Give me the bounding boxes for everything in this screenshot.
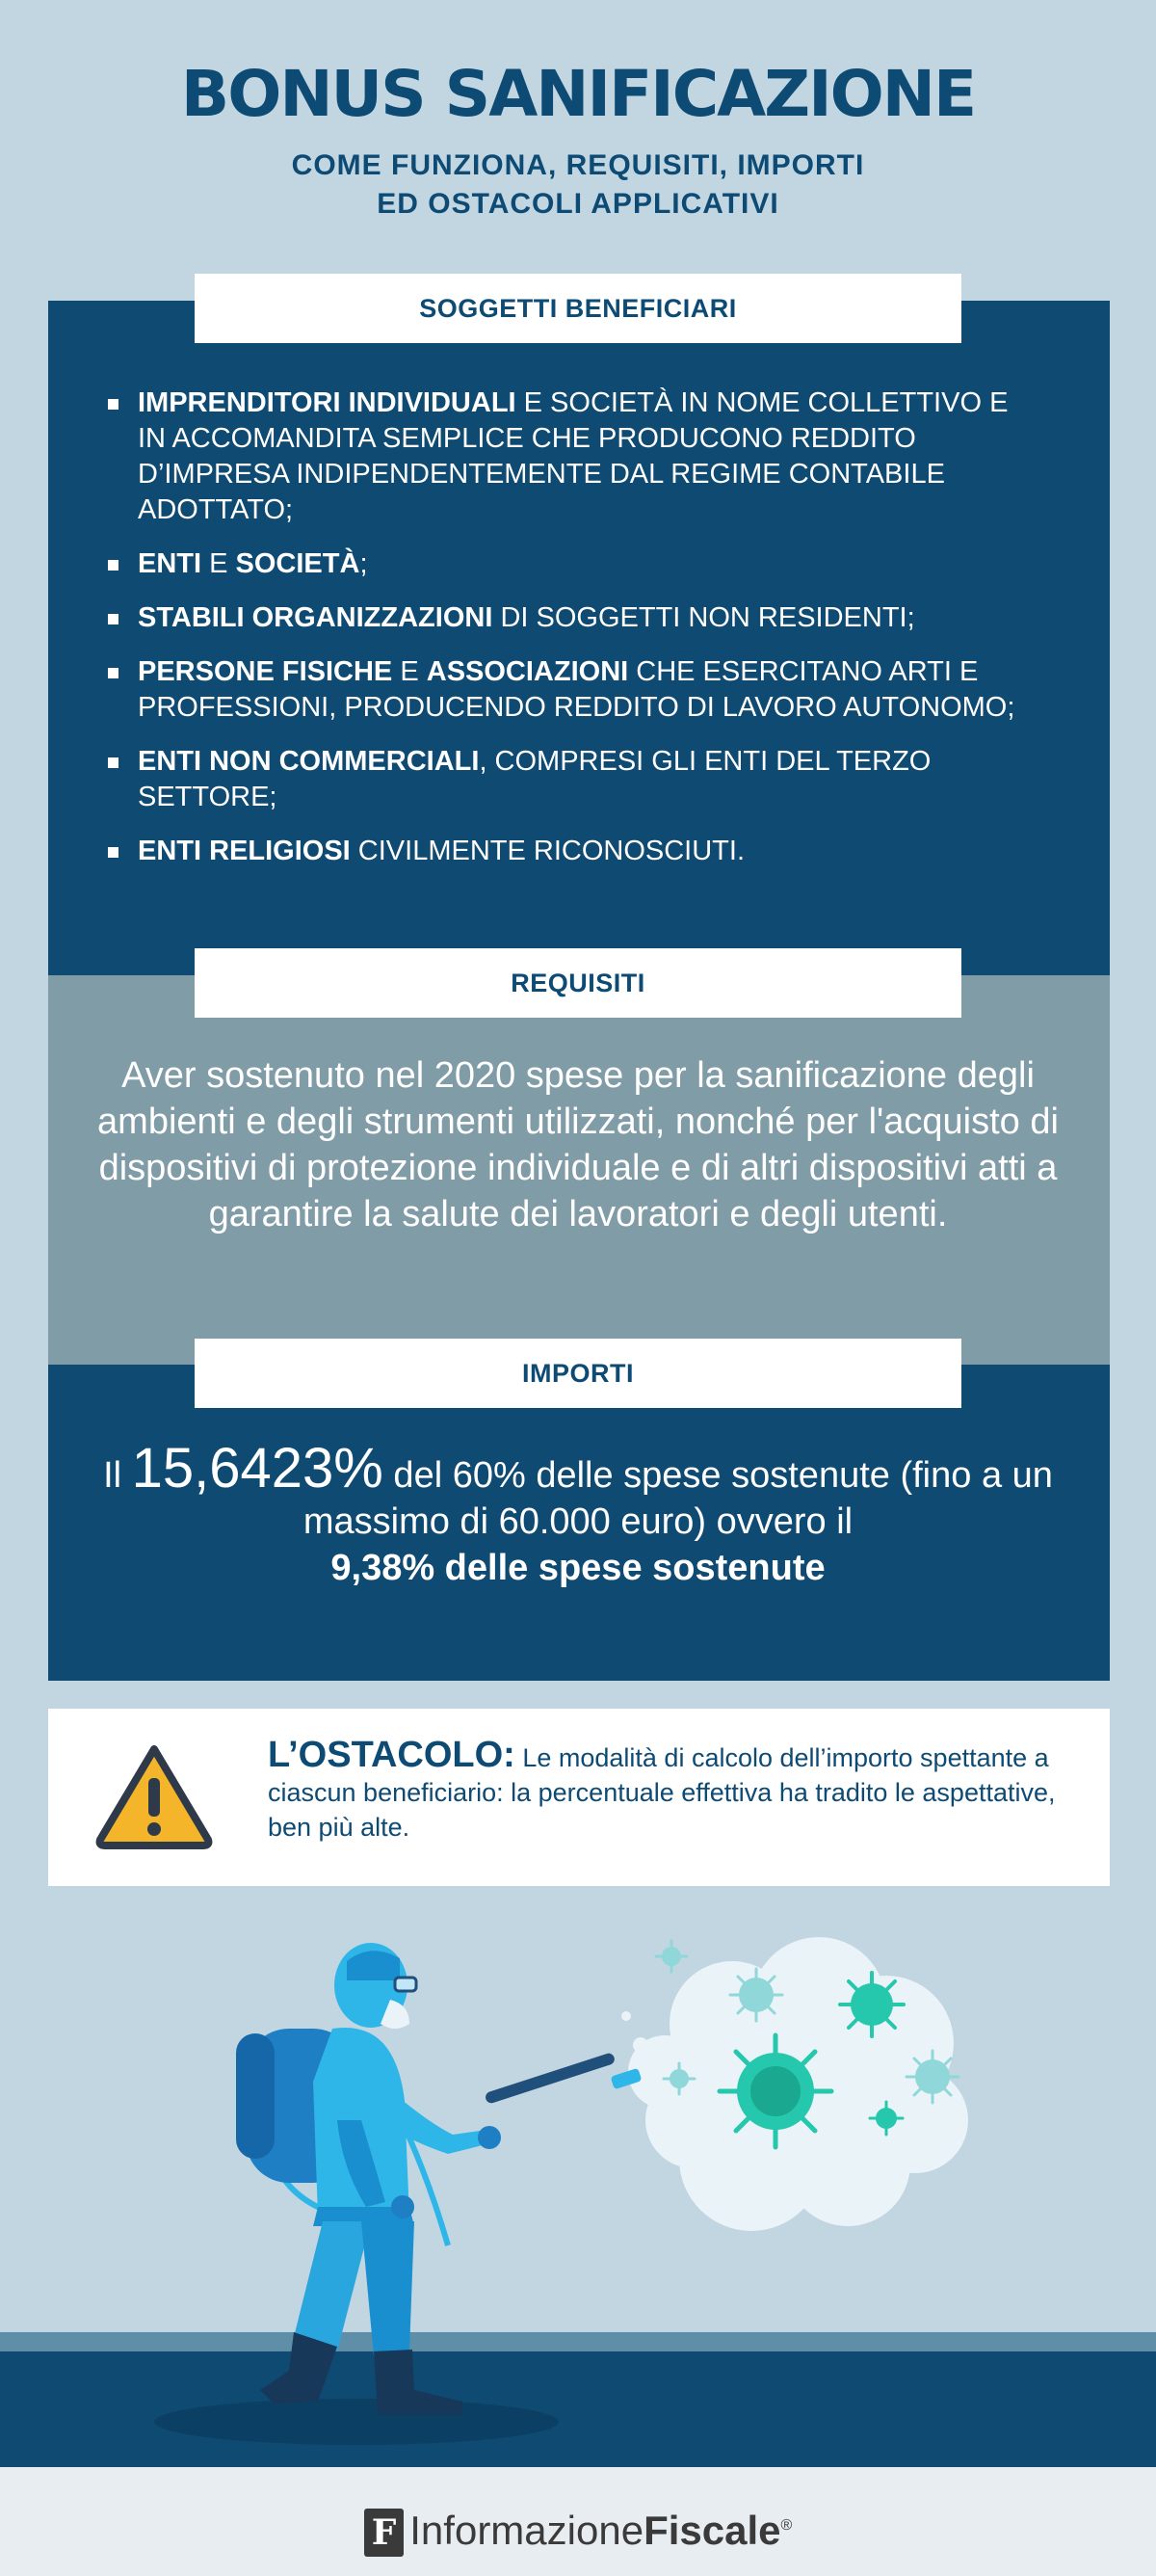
- item-text: DI SOGGETTI NON RESIDENTI;: [492, 602, 915, 633]
- item-bold: SOCIETÀ: [235, 548, 360, 579]
- item-text: CHE ESERCITANO ARTI E PROFESSIONI, PRODUCENDO REDDITO DI LAVORO AUTONOMO;: [138, 656, 1015, 723]
- sanitizer-worker-illustration: [0, 1927, 1156, 2486]
- section-label-importi: IMPORTI: [195, 1339, 961, 1408]
- list-item: [106, 546, 1031, 582]
- virus-icon: [730, 1969, 782, 2021]
- subtitle-line-1: COME FUNZIONA, REQUISITI, IMPORTI: [291, 149, 865, 181]
- item-bold: ENTI: [138, 548, 202, 579]
- brand-name-part1: Informazione: [409, 2508, 644, 2553]
- footer: [0, 2467, 1156, 2576]
- importi-middle: del 60% delle spese sostenute (fino a un massimo di 60.000 euro) ovvero il: [302, 1455, 1053, 1542]
- subtitle-line-2: ED OSTACOLI APPLICATIVI: [377, 188, 779, 220]
- item-bold: STABILI ORGANIZZAZIONI: [138, 602, 493, 633]
- ostacolo-lead: L’OSTACOLO:: [268, 1735, 515, 1775]
- virus-icon: [656, 1941, 687, 1972]
- section-label-requisiti: REQUISITI: [195, 948, 961, 1018]
- virus-icon: [720, 2035, 831, 2147]
- item-text: E SOCIETÀ IN NOME COLLETTIVO E IN ACCOMANDITA SEMPLICE CHE PRODUCONO REDDITO D’IMPRESA INDIPENDENTEMENTE DAL REGIME CONTABILE ADOTTATO;: [138, 387, 1009, 525]
- importi-text: [87, 1437, 1069, 1591]
- warning-icon: [94, 1743, 214, 1851]
- ostacolo-box: [48, 1709, 1110, 1886]
- list-item: [106, 834, 1031, 869]
- item-text: E: [201, 548, 236, 579]
- section-label-soggetti: SOGGETTI BENEFICIARI: [195, 274, 961, 343]
- page-title: BONUS SANIFICAZIONE: [180, 57, 976, 131]
- importi-bold: 9,38% delle spese sostenute: [330, 1548, 826, 1588]
- item-text: , COMPRESI GLI ENTI DEL TERZO SETTORE;: [138, 746, 932, 812]
- brand-mark: F: [364, 2509, 405, 2557]
- list-item: [106, 654, 1031, 726]
- list-item: [106, 744, 1031, 815]
- item-text: CIVILMENTE RICONOSCIUTI.: [350, 836, 746, 866]
- item-text: E: [392, 656, 427, 687]
- importi-prefix: Il: [103, 1455, 132, 1496]
- requisiti-text: Aver sostenuto nel 2020 spese per la sanificazione degli ambienti e degli strumenti utilizzati, nonché per l'acquisto di dispositivi di protezione individuale e di altri dispositivi atti a garantire la salute dei lavoratori e degli utenti.: [97, 1055, 1059, 1235]
- virus-icon: [840, 1973, 904, 2036]
- page-subtitle: [0, 146, 1156, 224]
- item-bold: IMPRENDITORI INDIVIDUALI: [138, 387, 516, 418]
- item-bold: ENTI RELIGIOSI: [138, 836, 351, 866]
- beneficiari-list: [106, 385, 1031, 888]
- item-bold: ENTI NON COMMERCIALI: [138, 746, 480, 777]
- brand-logo: [0, 2502, 1156, 2557]
- ostacolo-text: [268, 1735, 1077, 1845]
- importi-percentage: 15,6423%: [131, 1437, 383, 1500]
- virus-icon: [906, 2051, 959, 2103]
- brand-registered: ®: [780, 2517, 793, 2534]
- list-item: [106, 600, 1031, 636]
- item-bold: PERSONE FISICHE: [138, 656, 393, 687]
- item-text: ;: [359, 548, 368, 579]
- brand-name-part2: Fiscale: [644, 2508, 781, 2553]
- item-bold: ASSOCIAZIONI: [426, 656, 629, 687]
- ostacolo-body: Le modalità di calcolo dell’importo spettante a ciascun beneficiario: la percentuale effettiva ha tradito le aspettative, ben più alte.: [268, 1743, 1056, 1842]
- list-item: [106, 385, 1031, 528]
